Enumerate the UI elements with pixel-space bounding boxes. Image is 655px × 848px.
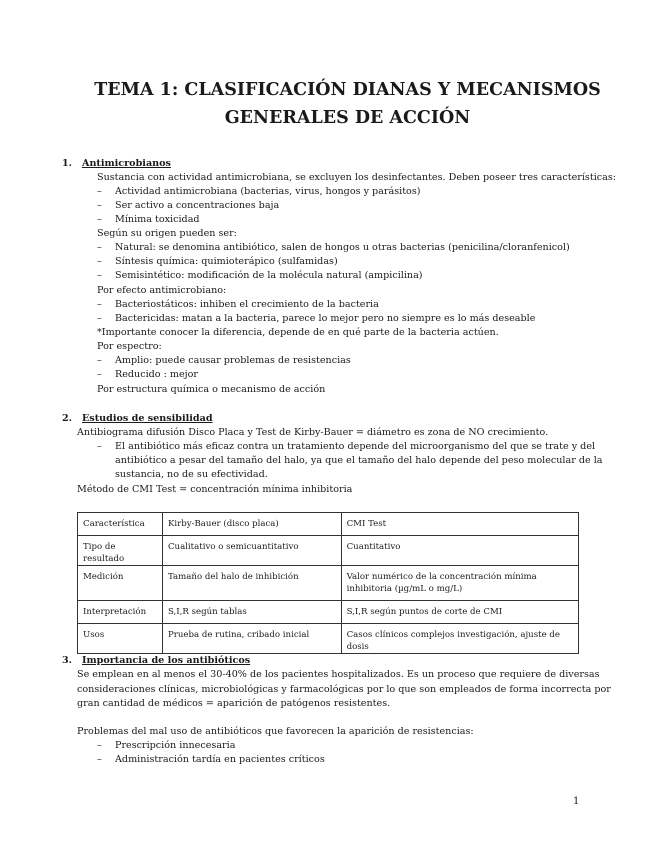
- table-row: [78, 624, 579, 654]
- list-item: Actividad antimicrobiana (bacterias, virus, hongos y parásitos): [115, 186, 421, 197]
- paragraph: Según su origen pueden ser:: [97, 228, 237, 239]
- table-cell: Prueba de rutina, cribado inicial: [162, 624, 341, 654]
- paragraph-line: consideraciones clínicas, microbiológicas y farmacológicas por lo que son empleados de forma incorrecta por: [77, 684, 611, 695]
- table-row: [78, 566, 579, 601]
- table-cell: Tipo de resultado: [78, 536, 163, 566]
- list-item: Semisintético: modificación de la molécula natural (ampicilina): [115, 270, 423, 281]
- title-line-1: TEMA 1: CLASIFICACIÓN DIANAS Y MECANISMOS: [94, 80, 601, 100]
- paragraph: Sustancia con actividad antimicrobiana, se excluyen los desinfectantes. Deben poseer tres características:: [97, 172, 617, 183]
- page-number: 1: [573, 796, 580, 807]
- paragraph: Método de CMI Test = concentración mínima inhibitoria: [77, 484, 353, 495]
- paragraph: Por estructura química o mecanismo de acción: [97, 384, 326, 395]
- dash-bullet: –: [97, 256, 102, 267]
- list-item: Síntesis química: quimioterápico (sulfamidas): [115, 256, 338, 267]
- dash-bullet: –: [97, 214, 102, 225]
- dash-bullet: –: [97, 740, 102, 751]
- document-title: [60, 76, 635, 132]
- table-cell: Cualitativo o semicuantitativo: [162, 536, 341, 566]
- paragraph: Antibiograma difusión Disco Placa y Test de Kirby-Bauer = diámetro es zona de NO crecimiento.: [77, 427, 549, 438]
- section-title: Estudios de sensibilidad: [82, 413, 213, 424]
- dash-bullet: –: [97, 313, 102, 324]
- table-cell: Valor numérico de la concentración mínima inhibitoria (µg/mL o mg/L): [341, 566, 578, 601]
- table-cell: Kirby-Bauer (disco placa): [162, 513, 341, 536]
- table-cell: Característica: [78, 513, 163, 536]
- list-item: Natural: se denomina antibiótico, salen de hongos u otras bacterias (penicilina/cloranfenicol): [115, 242, 570, 253]
- table-cell: S,I,R según puntos de corte de CMI: [341, 601, 578, 624]
- list-item-line: sustancia, no de su efectividad.: [115, 469, 268, 480]
- dash-bullet: –: [97, 186, 102, 197]
- dash-bullet: –: [97, 355, 102, 366]
- table-cell: Interpretación: [78, 601, 163, 624]
- dash-bullet: –: [97, 242, 102, 253]
- list-item: Amplio: puede causar problemas de resistencias: [115, 355, 351, 366]
- note: *Importante conocer la diferencia, depende de en qué parte de la bacteria actúen.: [97, 327, 499, 338]
- dash-bullet: –: [97, 369, 102, 380]
- list-item: Administración tardía en pacientes críticos: [115, 754, 325, 765]
- paragraph-line: gran cantidad de médicos = aparición de patógenos resistentes.: [77, 698, 391, 709]
- paragraph: Por espectro:: [97, 341, 162, 352]
- section-number: 3.: [62, 655, 73, 666]
- list-item: Ser activo a concentraciones baja: [115, 200, 280, 211]
- list-item-line: antibiótico a pesar del tamaño del halo, ya que el tamaño del halo depende del peso molecular de la: [115, 455, 603, 466]
- list-item-line: El antibiótico más eficaz contra un tratamiento depende del microorganismo del que se trate y del: [115, 441, 596, 452]
- dash-bullet: –: [97, 754, 102, 765]
- section-title: Importancia de los antibióticos: [82, 655, 251, 666]
- paragraph: Problemas del mal uso de antibióticos que favorecen la aparición de resistencias:: [77, 726, 474, 737]
- table-cell: Medición: [78, 566, 163, 601]
- table-row: [78, 513, 579, 536]
- table-cell: Usos: [78, 624, 163, 654]
- comparison-table: [77, 512, 579, 654]
- list-item: Prescripción innecesaria: [115, 740, 236, 751]
- dash-bullet: –: [97, 200, 102, 211]
- section-number: 1.: [62, 158, 73, 169]
- section-number: 2.: [62, 413, 73, 424]
- list-item: Mínima toxicidad: [115, 214, 200, 225]
- list-item: Bacteriostáticos: inhiben el crecimiento de la bacteria: [115, 299, 379, 310]
- table-cell: Tamaño del halo de inhibición: [162, 566, 341, 601]
- table-cell: CMI Test: [341, 513, 578, 536]
- section-title: Antimicrobianos: [82, 158, 171, 169]
- table-cell: Casos clínicos complejos investigación, ajuste de dosis: [341, 624, 578, 654]
- table-row: [78, 601, 579, 624]
- dash-bullet: –: [97, 441, 102, 452]
- paragraph: Por efecto antimicrobiano:: [97, 285, 227, 296]
- table-row: [78, 536, 579, 566]
- list-item: Bactericidas: matan a la bacteria, parece lo mejor pero no siempre es lo más deseable: [115, 313, 536, 324]
- list-item: Reducido : mejor: [115, 369, 199, 380]
- table-cell: Cuantitativo: [341, 536, 578, 566]
- table-cell: S,I,R según tablas: [162, 601, 341, 624]
- dash-bullet: –: [97, 270, 102, 281]
- paragraph-line: Se emplean en al menos el 30-40% de los pacientes hospitalizados. Es un proceso que requiere de diversas: [77, 669, 600, 680]
- dash-bullet: –: [97, 299, 102, 310]
- title-line-2: GENERALES DE ACCIÓN: [224, 108, 471, 128]
